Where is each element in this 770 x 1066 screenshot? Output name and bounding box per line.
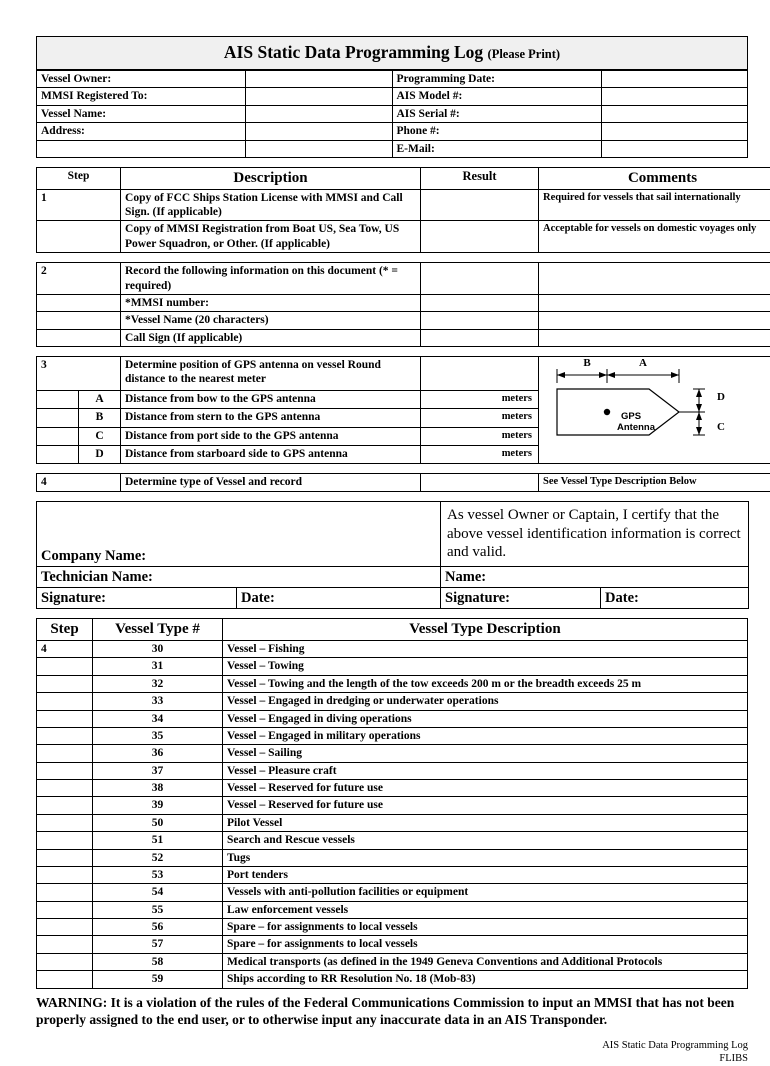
vt-row-desc: Law enforcement vessels (223, 901, 748, 918)
vt-row-desc: Vessel – Fishing (223, 641, 748, 658)
diagram-gps-label-2: Antenna (617, 422, 656, 433)
vessel-owner-label: Vessel Owner: (37, 71, 246, 88)
step-2-vesselname-comment (539, 312, 770, 329)
vt-row-num: 36 (93, 745, 223, 762)
table-row (37, 814, 748, 831)
table-row (37, 832, 748, 849)
step-1-row-1-result[interactable] (421, 189, 539, 221)
table-row (37, 727, 748, 744)
address-value[interactable] (246, 123, 393, 140)
technician-signature-label[interactable]: Signature: (37, 588, 237, 609)
vt-row-num: 37 (93, 762, 223, 779)
step-3-row-b-unit[interactable]: meters (421, 409, 539, 427)
mmsi-registered-label: MMSI Registered To: (37, 88, 246, 105)
footer-line-1: AIS Static Data Programming Log (36, 1039, 748, 1053)
table-row (37, 849, 748, 866)
table-row (37, 501, 749, 524)
table-row (37, 588, 749, 609)
step-1-row-1-description: Copy of FCC Ships Station License with MMSI and Call Sign. (If applicable) (121, 189, 421, 221)
address-label: Address: (37, 123, 246, 140)
col-result-header: Result (421, 167, 539, 189)
vt-row-num: 31 (93, 658, 223, 675)
step-3-row-a-blank (37, 390, 79, 408)
table-row (37, 919, 748, 936)
vt-step-blank (37, 693, 93, 710)
footer-line-2: FLIBS (36, 1052, 748, 1066)
vt-step-blank (37, 797, 93, 814)
step-3-title: Determine position of GPS antenna on vessel Round distance to the nearest meter (121, 357, 421, 391)
step-2-vesselname-label: *Vessel Name (20 characters) (121, 312, 421, 329)
table-row (37, 123, 748, 140)
table-row (37, 88, 748, 105)
step-3-row-c-blank (37, 427, 79, 445)
step-2-title-result[interactable] (421, 263, 539, 295)
diagram-label-d: D (717, 391, 725, 403)
col-comments-header: Comments (539, 167, 770, 189)
table-row (37, 474, 770, 491)
vt-row-desc: Vessel – Reserved for future use (223, 797, 748, 814)
table-row (37, 797, 748, 814)
vt-row-num: 33 (93, 693, 223, 710)
email-label: E-Mail: (392, 140, 601, 157)
vt-step-header: Step (37, 619, 93, 641)
form-title-main: AIS Static Data Programming Log (224, 42, 483, 62)
vt-row-num: 57 (93, 936, 223, 953)
vt-row-desc: Vessel – Towing and the length of the tow exceeds 200 m or the breadth exceeds 25 m (223, 675, 748, 692)
step-2-mmsi-label: *MMSI number: (121, 294, 421, 311)
vt-step-blank (37, 866, 93, 883)
step-3-row-a-unit[interactable]: meters (421, 390, 539, 408)
step-2-title-comment (539, 263, 770, 295)
technician-date-label[interactable]: Date: (237, 588, 441, 609)
step-3-row-d-label: Distance from starboard side to GPS antenna (121, 445, 421, 463)
vt-row-num: 30 (93, 641, 223, 658)
vt-row-num: 34 (93, 710, 223, 727)
vt-row-num: 52 (93, 849, 223, 866)
step-1-row-2-result[interactable] (421, 221, 539, 253)
vt-row-desc: Spare – for assignments to local vessels (223, 919, 748, 936)
header-fields-table (36, 70, 748, 158)
vt-row-desc: Vessel – Engaged in military operations (223, 727, 748, 744)
table-row (37, 221, 770, 253)
phone-value[interactable] (601, 123, 748, 140)
vt-step-blank (37, 762, 93, 779)
vt-row-num: 55 (93, 901, 223, 918)
table-row (37, 710, 748, 727)
vt-step-blank (37, 919, 93, 936)
vt-row-num: 35 (93, 727, 223, 744)
vt-step-blank (37, 780, 93, 797)
vt-step-value: 4 (37, 641, 93, 658)
table-row (37, 140, 748, 157)
vessel-owner-value[interactable] (246, 71, 393, 88)
step-1-row-1-comment: Required for vessels that sail internationally (539, 189, 770, 221)
owner-signature-label[interactable]: Signature: (441, 588, 601, 609)
step-2-callsign-result[interactable] (421, 329, 539, 346)
vt-row-num: 50 (93, 814, 223, 831)
step-2-blank-2 (37, 312, 121, 329)
step-3-row-b-label: Distance from stern to the GPS antenna (121, 409, 421, 427)
steps-table-3 (36, 356, 770, 464)
steps-table-4 (36, 473, 770, 491)
step-2-vesselname-result[interactable] (421, 312, 539, 329)
programming-date-label: Programming Date: (392, 71, 601, 88)
vt-row-desc: Vessels with anti-pollution facilities or equipment (223, 884, 748, 901)
page-footer (36, 1039, 748, 1066)
phone-label: Phone #: (392, 123, 601, 140)
form-sheet (36, 36, 748, 1066)
diagram-gps-label-1: GPS (621, 411, 641, 422)
technician-name-label[interactable]: Technician Name: (37, 567, 441, 588)
table-row (37, 762, 748, 779)
vt-row-desc: Vessel – Engaged in diving operations (223, 710, 748, 727)
table-row (37, 357, 770, 391)
diagram-label-c: C (717, 421, 725, 433)
company-name-label[interactable]: Company Name: (37, 524, 441, 567)
vt-step-blank (37, 710, 93, 727)
diagram-label-b: B (583, 357, 591, 369)
step-3-row-b-blank (37, 409, 79, 427)
vt-row-num: 58 (93, 953, 223, 970)
steps-header-row (37, 167, 770, 189)
ais-serial-value[interactable] (601, 105, 748, 122)
address-extra-label (37, 140, 246, 157)
vt-step-blank (37, 936, 93, 953)
table-row (37, 105, 748, 122)
vt-description-header: Vessel Type Description (223, 619, 748, 641)
cert-blank-left (37, 501, 441, 524)
vt-step-blank (37, 971, 93, 988)
vt-row-desc: Search and Rescue vessels (223, 832, 748, 849)
step-4-comment: See Vessel Type Description Below (539, 474, 770, 491)
vt-step-blank (37, 901, 93, 918)
vt-row-desc: Pilot Vessel (223, 814, 748, 831)
step-1-blank (37, 221, 121, 253)
vt-row-num: 53 (93, 866, 223, 883)
vt-step-blank (37, 814, 93, 831)
form-title (36, 36, 748, 70)
vt-step-blank (37, 675, 93, 692)
step-3-row-c-letter: C (79, 427, 121, 445)
step-2-mmsi-comment (539, 294, 770, 311)
gps-antenna-diagram (539, 357, 770, 464)
vt-row-num: 54 (93, 884, 223, 901)
table-row (37, 263, 770, 295)
vessel-name-value[interactable] (246, 105, 393, 122)
certification-table (36, 501, 749, 610)
ais-model-label: AIS Model #: (392, 88, 601, 105)
vt-row-num: 56 (93, 919, 223, 936)
table-row (37, 658, 748, 675)
step-2-callsign-label: Call Sign (If applicable) (121, 329, 421, 346)
step-2-callsign-comment (539, 329, 770, 346)
table-row (37, 971, 748, 988)
table-row (37, 866, 748, 883)
vessel-name-label: Vessel Name: (37, 105, 246, 122)
step-1-number: 1 (37, 189, 121, 221)
divider (36, 492, 748, 501)
vt-row-desc: Port tenders (223, 866, 748, 883)
vt-step-blank (37, 832, 93, 849)
programming-date-value[interactable] (601, 71, 748, 88)
step-1-row-2-description: Copy of MMSI Registration from Boat US, Sea Tow, US Power Squadron, or Other. (If applicable) (121, 221, 421, 253)
ais-serial-label: AIS Serial #: (392, 105, 601, 122)
step-3-title-result[interactable] (421, 357, 539, 391)
step-3-row-b-letter: B (79, 409, 121, 427)
vt-row-desc: Vessel – Engaged in dredging or underwater operations (223, 693, 748, 710)
divider (36, 464, 748, 473)
step-3-row-a-letter: A (79, 390, 121, 408)
vt-step-blank (37, 884, 93, 901)
vt-step-blank (37, 658, 93, 675)
email-value[interactable] (601, 140, 748, 157)
steps-table-1 (36, 167, 770, 253)
table-row (37, 312, 770, 329)
divider (36, 609, 748, 618)
address-extra-value[interactable] (246, 140, 393, 157)
step-3-row-d-letter: D (79, 445, 121, 463)
step-4-number: 4 (37, 474, 121, 491)
table-row (37, 693, 748, 710)
table-row (37, 780, 748, 797)
step-1-row-2-comment: Acceptable for vessels on domestic voyages only (539, 221, 770, 253)
vt-step-blank (37, 745, 93, 762)
table-row (37, 71, 748, 88)
vt-row-desc: Spare – for assignments to local vessels (223, 936, 748, 953)
divider (36, 347, 748, 356)
vt-row-desc: Vessel – Reserved for future use (223, 780, 748, 797)
divider (36, 253, 748, 262)
vt-row-num: 59 (93, 971, 223, 988)
steps-table-2 (36, 262, 770, 347)
vt-row-desc: Vessel – Towing (223, 658, 748, 675)
step-2-blank-3 (37, 329, 121, 346)
table-row (37, 745, 748, 762)
vt-row-num: 51 (93, 832, 223, 849)
table-row (37, 294, 770, 311)
table-row (37, 884, 748, 901)
vt-row-desc: Medical transports (as defined in the 1949 Geneva Conventions and Additional Protocols (223, 953, 748, 970)
table-row (37, 189, 770, 221)
col-step-header: Step (37, 167, 121, 189)
step-3-number: 3 (37, 357, 121, 391)
step-4-description: Determine type of Vessel and record (121, 474, 421, 491)
step-3-row-d-unit[interactable]: meters (421, 445, 539, 463)
step-2-number: 2 (37, 263, 121, 295)
vt-step-blank (37, 953, 93, 970)
table-row (37, 936, 748, 953)
table-row (37, 329, 770, 346)
diagram-label-a: A (639, 357, 647, 369)
vt-step-blank (37, 849, 93, 866)
step-3-row-a-label: Distance from bow to the GPS antenna (121, 390, 421, 408)
table-row (37, 675, 748, 692)
step-3-row-d-blank (37, 445, 79, 463)
vt-row-desc: Vessel – Pleasure craft (223, 762, 748, 779)
table-row (37, 641, 748, 658)
ais-model-value[interactable] (601, 88, 748, 105)
table-row (37, 567, 749, 588)
step-4-result[interactable] (421, 474, 539, 491)
owner-date-label[interactable]: Date: (601, 588, 749, 609)
vessel-type-table (36, 618, 748, 988)
form-title-sub: (Please Print) (488, 47, 561, 61)
certification-statement: As vessel Owner or Captain, I certify that the above vessel identification information is correct and valid. (441, 501, 749, 566)
vessel-diagram-svg (539, 357, 770, 459)
step-3-row-c-label: Distance from port side to the GPS antenna (121, 427, 421, 445)
step-3-row-c-unit[interactable]: meters (421, 427, 539, 445)
warning-text: WARNING: It is a violation of the rules of the Federal Communications Commission to input an MMSI that has not been properly assigned to the end user, or to otherwise input any inaccurate data in an AIS Transponder. (36, 994, 748, 1029)
vt-row-desc: Ships according to RR Resolution No. 18 (Mob-83) (223, 971, 748, 988)
vt-row-desc: Tugs (223, 849, 748, 866)
cert-name-label[interactable]: Name: (441, 567, 749, 588)
divider (36, 158, 748, 167)
step-2-title: Record the following information on this document (* = required) (121, 263, 421, 295)
vessel-type-header-row (37, 619, 748, 641)
step-2-blank-1 (37, 294, 121, 311)
vt-row-num: 38 (93, 780, 223, 797)
mmsi-registered-value[interactable] (246, 88, 393, 105)
table-row (37, 953, 748, 970)
vt-step-blank (37, 727, 93, 744)
vt-row-num: 39 (93, 797, 223, 814)
vt-row-desc: Vessel – Sailing (223, 745, 748, 762)
vt-row-num: 32 (93, 675, 223, 692)
step-2-mmsi-result[interactable] (421, 294, 539, 311)
col-description-header: Description (121, 167, 421, 189)
table-row (37, 901, 748, 918)
vt-number-header: Vessel Type # (93, 619, 223, 641)
